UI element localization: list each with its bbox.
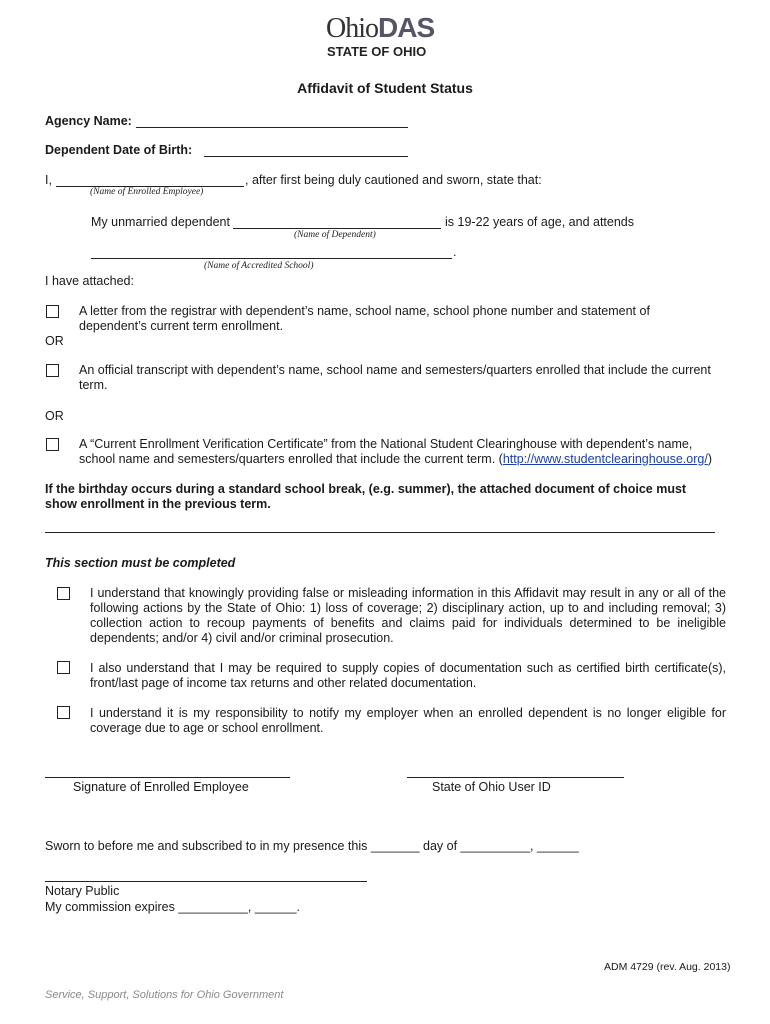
section-divider	[45, 532, 715, 533]
footer-tagline: Service, Support, Solutions for Ohio Government	[45, 989, 284, 1001]
oath-text: , after first being duly cautioned and sworn, state that:	[245, 173, 542, 187]
logo-ohio-text: Ohio	[326, 13, 378, 44]
school-period: .	[453, 245, 457, 259]
dob-label: Dependent Date of Birth:	[45, 143, 193, 157]
option3-link-open: (	[498, 452, 503, 466]
clearinghouse-link[interactable]: http://www.studentclearinghouse.org/	[502, 452, 708, 466]
option2-text: An official transcript with dependent’s name, school name and semesters/quarters enrolled that include the current term.	[79, 363, 711, 392]
acknowledge1-checkbox[interactable]	[57, 587, 70, 600]
dependent-name-field[interactable]	[233, 228, 441, 229]
employee-signature-field[interactable]	[45, 777, 290, 778]
form-number: ADM 4729 (rev. Aug. 2013)	[604, 961, 731, 973]
dob-field[interactable]	[204, 156, 408, 157]
option3-text: A “Current Enrollment Verification Certificate” from the National Student Clearinghouse with dependent’s name, school name and semesters/quarters enrolled that include the current term.	[79, 437, 693, 466]
acknowledge3-checkbox[interactable]	[57, 706, 70, 719]
option1-text: A letter from the registrar with dependent’s name, school name, school phone number and statement of dependent’s current term enrollment.	[79, 304, 650, 333]
user-id-label: State of Ohio User ID	[432, 780, 551, 794]
acknowledge3-text: I understand it is my responsibility to notify my employer when an enrolled dependent is no longer eligible for coverage due to age or school enrollment.	[90, 706, 726, 735]
acknowledge2-text: I also understand that I may be required to supply copies of documentation such as certified birth certificate(s), front/last page of income tax returns and other related documentation.	[90, 661, 726, 690]
employee-name-caption: (Name of Enrolled Employee)	[90, 187, 204, 197]
logo-das-text: DAS	[378, 12, 435, 43]
option1-checkbox[interactable]	[46, 305, 59, 318]
or-label-1: OR	[45, 334, 64, 348]
notary-signature-field[interactable]	[45, 881, 367, 882]
option3-link-close: )	[707, 452, 712, 466]
employee-signature-label: Signature of Enrolled Employee	[73, 780, 249, 794]
acknowledge2-checkbox[interactable]	[57, 661, 70, 674]
school-break-notice: If the birthday occurs during a standard school break, (e.g. summer), the attached document of choice must show enrollment in the previous term.	[45, 482, 687, 511]
option2-checkbox[interactable]	[46, 364, 59, 377]
logo-state-text: STATE OF OHIO	[327, 44, 427, 59]
or-label-2: OR	[45, 409, 64, 423]
page-title: Affidavit of Student Status	[297, 80, 473, 96]
dependent-suffix: is 19-22 years of age, and attends	[445, 215, 635, 229]
agency-name-label: Agency Name:	[45, 114, 132, 128]
dependent-prefix: My unmarried dependent	[91, 215, 230, 229]
option3-block	[79, 437, 719, 467]
i-label: I,	[45, 173, 52, 187]
section-heading: This section must be completed	[45, 556, 236, 570]
option3-checkbox[interactable]	[46, 438, 59, 451]
notary-label: Notary Public	[45, 884, 120, 898]
agency-name-field[interactable]	[136, 127, 408, 128]
attached-label: I have attached:	[45, 274, 134, 288]
user-id-field[interactable]	[407, 777, 624, 778]
acknowledge1-text: I understand that knowingly providing false or misleading information in this Affidavit may result in any or all of the following actions by the State of Ohio: 1) loss of coverage; 2) disciplinary action, up to and including removal; 3) collection action to recoup payments of benefits and claims paid for individuals determined to be ineligible dependents; and/or 4) civil and/or criminal prosecution.	[90, 586, 726, 645]
sworn-statement: Sworn to before me and subscribed to in my presence this _______ day of __________, ______	[45, 839, 579, 853]
school-name-caption: (Name of Accredited School)	[204, 261, 314, 271]
commission-expires: My commission expires __________, ______.	[45, 900, 301, 914]
dependent-name-caption: (Name of Dependent)	[294, 230, 376, 240]
school-name-field[interactable]	[91, 258, 452, 259]
